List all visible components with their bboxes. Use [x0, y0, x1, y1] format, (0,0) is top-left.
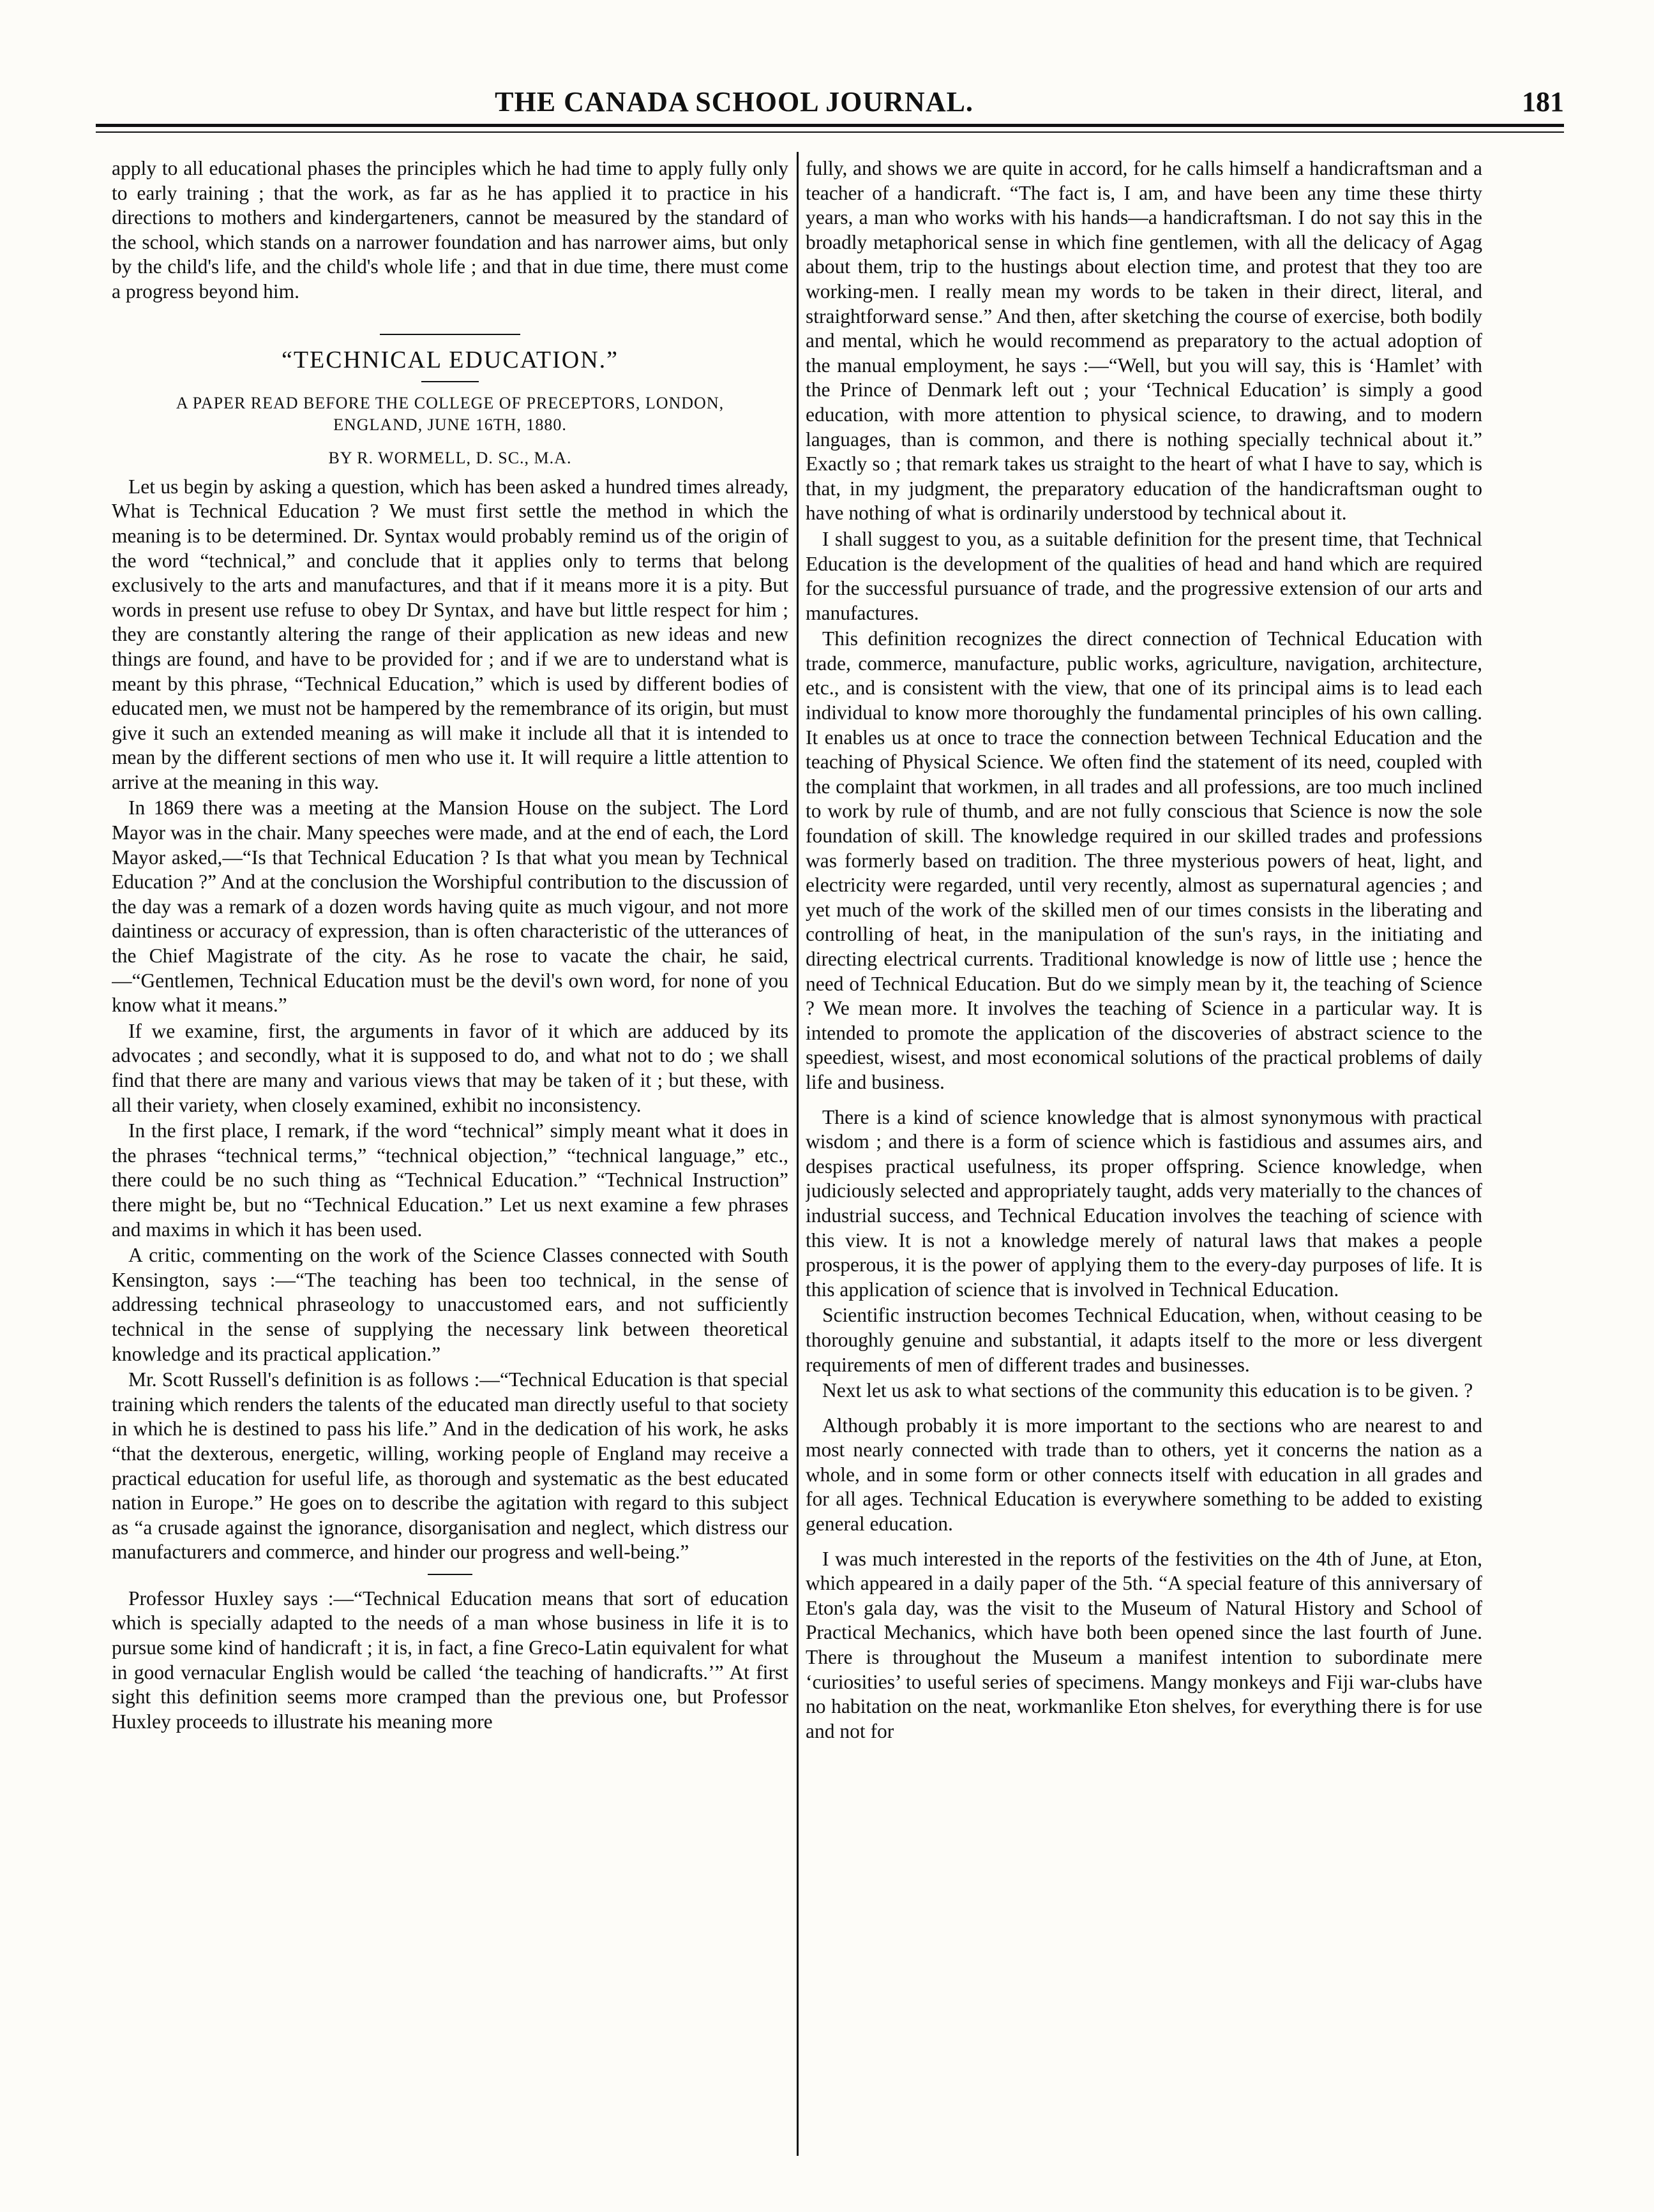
title-rule: [421, 381, 479, 382]
paragraph: In the first place, I remark, if the word “technical” simply meant what it does in the phrases “technical terms,” “technical objection,” “technical language,” etc., there could be no such thing as “Technical Education.” “Technical Instruction” there might be, but no “Technical Education.” Let us next examine a few phrases and maxims in which it has been used.: [112, 1119, 788, 1241]
article-subheading: A PAPER READ BEFORE THE COLLEGE OF PRECEPTORS, LONDON, ENGLAND, JUNE 16TH, 1880.: [176, 394, 725, 435]
paragraph: Scientific instruction becomes Technical Education, when, without ceasing to be thoroughly genuine and substantial, it adapts itself to the more or less divergent requirements of men of different trades and businesses.: [806, 1304, 1482, 1376]
paragraph: Let us begin by asking a question, which has been asked a hundred times already, What is Technical Education ? We must first settle the method in which the meaning is to be determined. Dr. Syntax would probably remind us of the origin of the word “technical,” and conclude that it applies only to terms that belong exclusively to the arts and manufactures, and that if it means more it is a pity. But words in present use refuse to obey Dr Syntax, and have but little respect for him ; they are constantly altering the range of their application as new ideas and new things are found, and have to be provided for ; and if we are to understand what is meant by this phrase, “Technical Education,” which is used by different bodies of educated men, we must not be hampered by the remembrance of its origin, but must give it such an extended meaning as will make it include all that it is intended to mean by the different sections of men who use it. It will require a little attention to arrive at the meaning in this way.: [112, 475, 788, 793]
paragraph: Professor Huxley says :—“Technical Education means that sort of education which is specially adapted to the needs of a man whose business in life it is to pursue some kind of handicraft ; it is, in fact, a fine Greco-Latin equivalent for what in good vernacular English would be called ‘the teaching of handicrafts.’” At first sight this definition seems more cramped than the previous one, but Professor Huxley proceeds to illustrate his meaning more: [112, 1587, 788, 1733]
header-rule-thick: [96, 124, 1564, 127]
continued-paragraph: apply to all educational phases the principles which he had time to apply fully only to early training ; that the work, as far as he has applied it to practice in his directions to mothers and kindergarteners, cannot be measured by the standard of the school, which stands on a narrower foundation and has narrower aims, but only by the child's life, and the child's whole life ; and that in due time, there must come a progress beyond him.: [112, 157, 788, 303]
paragraph: fully, and shows we are quite in accord, for he calls himself a handicraftsman and a teacher of a handicraft. “The fact is, I am, and have been any time these thirty years, a man who works with his hands—a handicraftsman. I do not say this in the broadly metaphorical sense in which fine gentlemen, with all the delicacy of Agag about them, trip to the hustings about election time, and protest that they too are working-men. I really mean my words to be taken in their direct, literal, and straightforward sense.” And then, after sketching the course of exercise, both bodily and mental, which he would recommend as preparatory to the actual adoption of the manual employment, he says :—“Well, but you will say, this is ‘Hamlet’ with the Prince of Denmark left out ; your ‘Technical Education’ is simply a good education, with more attention to physical science, to drawing, and to modern languages, than is common, and there is nothing specially technical about it.” Exactly so ; that remark takes us straight to the heart of what I have to say, which is that, in my judgment, the preparatory education of the handicraftsman ought to have nothing of what is ordinarily understood by technical about it.: [806, 157, 1482, 525]
paragraph: If we examine, first, the arguments in favor of it which are adduced by its advocates ; and secondly, what it is supposed to do, and what not to do ; we shall find that there are many and various views that may be taken of it ; but these, with all their variety, when closely examined, exhibit no inconsistency.: [112, 1019, 788, 1116]
journal-title: THE CANADA SCHOOL JOURNAL.: [495, 86, 974, 117]
page-header: [96, 77, 1564, 128]
paragraph: I shall suggest to you, as a suitable definition for the present time, that Technical Education is the development of the qualities of head and hand which are required for the successful pursuance of trade, and the progressive extension of our arts and manufactures.: [806, 527, 1482, 624]
header-rule-thin: [96, 131, 1564, 133]
paragraph: In 1869 there was a meeting at the Mansion House on the subject. The Lord Mayor was in the chair. Many speeches were made, and at the end of each, the Lord Mayor asked,—“Is that Technical Education ? Is that what you mean by Technical Education ?” And at the conclusion the Worshipful contribution to the discussion of the day was a remark of a dozen words having quite as much vigour, and not more daintiness or accuracy of expression, than is often characteristic of the utterances of the Chief Magistrate of the city. As he rose to vacate the chair, he said,—“Gentlemen, Technical Education must be the devil's own word, for none of you know what it means.”: [112, 796, 788, 1017]
paragraph: A critic, commenting on the work of the Science Classes connected with South Kensington, says :—“The teaching has been too technical, in the sense of addressing technical phraseology to unaccustomed ears, and not sufficiently technical in the sense of supplying the necessary link between theoretical knowledge and its practical application.”: [112, 1244, 788, 1365]
column-divider: [797, 152, 799, 2156]
paragraph: Although probably it is more important to the sections who are nearest to and most nearly connected with trade than to others, yet it concerns the nation as a whole, and in some form or other connects itself with education in all grades and for all ages. Technical Education is everywhere something to be added to existing general education.: [806, 1414, 1482, 1536]
paragraph: Mr. Scott Russell's definition is as follows :—“Technical Education is that special training which renders the talents of the educated man directly useful to that society in which he is destined to pass his life.” And in the dedication of his work, he asks “that the dexterous, energetic, willing, working people of England may receive a practical education for useful life, as thorough and systematic as the best educated nation in Europe.” He goes on to describe the agitation with regard to this subject as “a crusade against the ignorance, disorganisation and neglect, which distress our manufacturers and commerce, and hinder our progress and well-being.”: [112, 1368, 788, 1564]
page-number: 181: [1522, 86, 1564, 117]
article-title: “TECHNICAL EDUCATION.”: [281, 346, 619, 373]
right-column: [806, 156, 1482, 2199]
paragraph: Next let us ask to what sections of the community this education is to be given. ?: [822, 1379, 1473, 1402]
section-separator: [380, 334, 520, 335]
paragraph: I was much interested in the reports of the festivities on the 4th of June, at Eton, which appeared in a daily paper of the 5th. “A special feature of this anniversary of Eton's gala day, was the visit to the Museum of Natural History and School of Practical Mechanics, which have both been opened since the last fourth of June. There is throughout the Museum a manifest intention to subordinate mere ‘curiosities’ to useful series of specimens. Mangy monkeys and Fiji war-clubs have no habitation on the neat, workmanlike Eton shelves, for everything there is for use and not for: [806, 1547, 1482, 1742]
paragraph: This definition recognizes the direct connection of Technical Education with trade, commerce, manufacture, public works, agriculture, navigation, architecture, etc., and is consistent with the view, that one of its principal aims is to lead each individual to know more thoroughly the fundamental principles of his own calling. It enables us at once to trace the connection between Technical Education and the teaching of Physical Science. We often find the statement of its need, coupled with the complaint that workmen, in all trades and all professions, are too much inclined to work by rule of thumb, and are not fully conscious that Science is now the sole foundation of skill. The knowledge required in our skilled trades and professions was formerly based on tradition. The three mysterious powers of heat, light, and electricity were regarded, until very recently, almost as supernatural agencies ; and yet much of the work of the skilled men of our times consists in the liberating and controlling of heat, in the manipulation of the sun's rays, in the initiating and directing electrical currents. Traditional knowledge is now of little use ; hence the need of Technical Education. But do we simply mean by it, the teaching of Science ? We mean more. It involves the teaching of Science in a particular way. It is intended to promote the application of the discoveries of abstract science to the speediest, wisest, and most economical solutions of the practical problems of daily life and business.: [806, 627, 1482, 1093]
short-rule: [428, 1574, 472, 1575]
left-column: [112, 156, 788, 2199]
article-byline: BY R. WORMELL, D. SC., M.A.: [328, 449, 572, 468]
paragraph: There is a kind of science knowledge that is almost synonymous with practical wisdom ; and there is a form of science which is fastidious and assumes airs, and despises practical usefulness, its proper offspring. Science knowledge, when judiciously selected and appropriately taught, adds very materially to the chances of industrial success, and Technical Education involves the teaching of science with this view. It is not a knowledge merely of natural laws that makes a people prosperous, it is the power of applying them to the every-day purposes of life. It is this application of science that is involved in Technical Education.: [806, 1105, 1482, 1301]
